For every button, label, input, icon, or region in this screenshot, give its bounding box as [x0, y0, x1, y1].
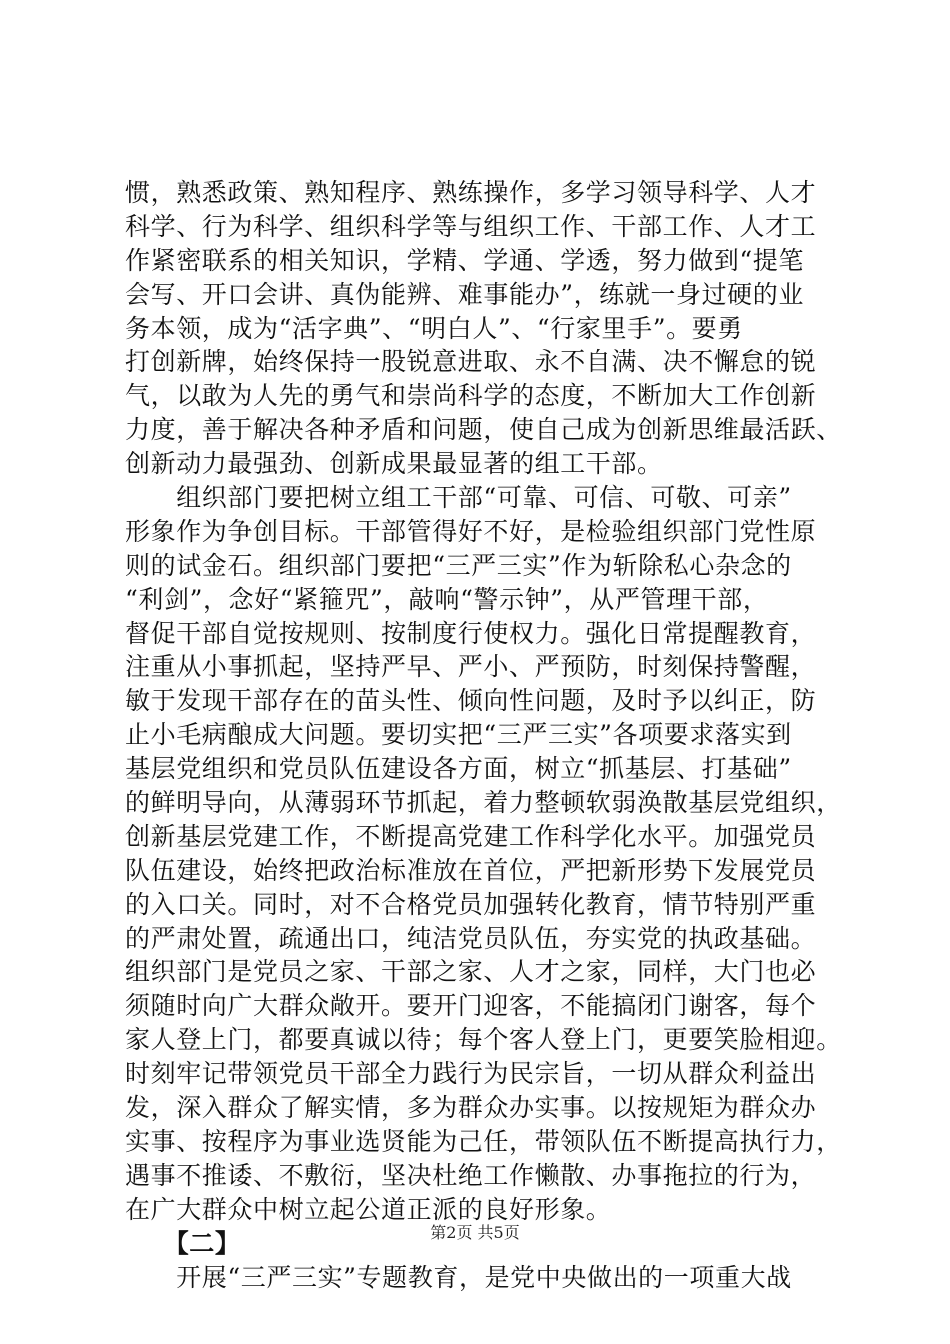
paragraph-start-line: 开展“三严三实”专题教育，是党中央做出的一项重大战	[125, 1262, 792, 1292]
text-line: 创新基层党建工作，不断提高党建工作科学化水平。加强党员	[125, 821, 817, 851]
text-line: 的严肃处置，疏通出口，纯洁党员队伍，夯实党的执政基础。	[125, 923, 817, 953]
text-line: 注重从小事抓起，坚持严早、严小、严预防，时刻保持警醒，	[125, 652, 817, 682]
text-line: 基层党组织和党员队伍建设各方面，树立“抓基层、打基础”	[125, 754, 792, 784]
text-line: 的入口关。同时，对不合格党员加强转化教育，情节特别严重	[125, 889, 817, 919]
text-line: 务本领，成为“活字典”、“明白人”、“行家里手”。要勇	[125, 313, 743, 343]
section-heading: 【二】	[125, 1228, 241, 1258]
text-line: 须随时向广大群众敞开。要开门迎客，不能搞闭门谢客，每个	[125, 991, 817, 1021]
page-footer: 第2页 共5页	[430, 1223, 520, 1242]
text-line: 督促干部自觉按规则、按制度行使权力。强化日常提醒教育，	[125, 618, 817, 648]
text-line: 气，以敢为人先的勇气和崇尚科学的态度，不断加大工作创新	[125, 381, 817, 411]
text-line: 打创新牌，始终保持一股锐意进取、永不自满、决不懈怠的锐	[125, 347, 817, 377]
text-line: 发，深入群众了解实情，多为群众办实事。以按规矩为群众办	[125, 1093, 817, 1123]
text-line: “利剑”，念好“紧箍咒”，敲响“警示钟”，从严管理干部，	[125, 584, 769, 614]
text-line: 队伍建设，始终把政治标准放在首位，严把新形势下发展党员	[125, 855, 817, 885]
text-line: 科学、行为科学、组织科学等与组织工作、干部工作、人才工	[125, 211, 817, 241]
paragraph-start-line: 组织部门要把树立组工干部“可靠、可信、可敬、可亲”	[125, 483, 792, 513]
text-line: 惯，熟悉政策、熟知程序、熟练操作，多学习领导科学、人才	[125, 178, 817, 207]
text-line: 的鲜明导向，从薄弱环节抓起，着力整顿软弱涣散基层党组织，	[125, 788, 842, 818]
text-line: 力度，善于解决各种矛盾和问题，使自己成为创新思维最活跃、	[125, 415, 842, 445]
text-line: 在广大群众中树立起公道正派的良好形象。	[125, 1194, 612, 1224]
text-line: 则的试金石。组织部门要把“三严三实”作为斩除私心杂念的	[125, 550, 792, 580]
text-line: 时刻牢记带领党员干部全力践行为民宗旨，一切从群众利益出	[125, 1059, 817, 1089]
text-line: 创新动力最强劲、创新成果最显著的组工干部。	[125, 449, 663, 479]
text-line: 会写、开口会讲、真伪能辨、难事能办”，练就一身过硬的业	[125, 279, 804, 309]
text-line: 敏于发现干部存在的苗头性、倾向性问题，及时予以纠正，防	[125, 686, 817, 716]
text-line: 遇事不推诿、不敷衍，坚决杜绝工作懒散、办事拖拉的行为，	[125, 1160, 817, 1190]
text-line: 作紧密联系的相关知识，学精、学通、学透，努力做到“提笔	[125, 245, 804, 275]
text-line: 形象作为争创目标。干部管得好不好，是检验组织部门党性原	[125, 516, 817, 546]
text-line: 实事、按程序为事业选贤能为己任，带领队伍不断提高执行力，	[125, 1126, 842, 1156]
body-text	[125, 176, 845, 1294]
text-line: 止小毛病酿成大问题。要切实把“三严三实”各项要求落实到	[125, 720, 792, 750]
text-line: 家人登上门，都要真诚以待；每个客人登上门，更要笑脸相迎。	[125, 1025, 842, 1055]
text-line: 组织部门是党员之家、干部之家、人才之家，同样，大门也必	[125, 957, 817, 987]
